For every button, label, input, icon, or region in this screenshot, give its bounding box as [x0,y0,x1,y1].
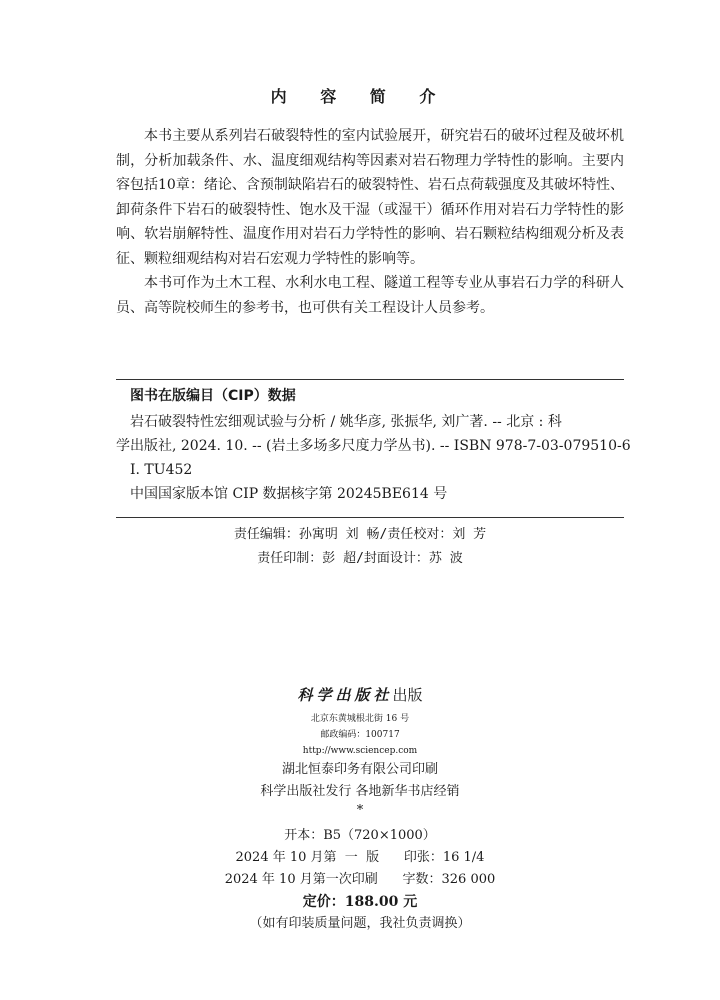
editor-credits [0,523,720,571]
content-summary [116,124,624,320]
cip-top-rule [116,379,624,380]
publisher-suffix: 出版 [392,686,423,704]
separator-asterisk: * [356,803,364,818]
book-format: 开本：B5（720×1000） [284,828,436,843]
summary-paragraph-1: 本书主要从系列岩石破裂特性的室内试验展开，研究岩石的破坏过程及破坏机制，分析加载条件、水、温度细观结构等因素对岩石物理力学特性的影响。主要内容包括10章：绪论、含预制缺陷岩石的破裂特性、岩石点荷载强度及其破坏特性、卸荷条件下岩石的破裂特性、饱水及干湿（或湿干）循环作用对岩石力学特性的影响、软岩崩解特性、温度作用对岩石力学特性的影响、岩石颗粒结构细观分析及表征、颗粒细观结构对岩石宏观力学特性的影响等。 [116,128,624,267]
distribution: 科学出版社发行 各地新华书店经销 [260,784,460,799]
summary-paragraph-2: 本书可作为土木工程、水利水电工程、隧道工程等专业从事岩石力学的科研人员、高等院校师生的参考书，也可供有关工程设计人员参考。 [116,275,624,316]
publisher-logo-text: 科学出版社 [297,686,393,704]
publisher-name [0,684,720,705]
publisher-postcode: 邮政编码：100717 [320,730,400,740]
cip-record-line-2: 学出版社, 2024. 10. -- (岩土多场多尺度力学丛书). -- ISBN 978-7-03-079510-6 [116,438,631,454]
cip-classification: Ⅰ. TU452 [130,462,193,478]
publisher-website: http://www.sciencep.com [302,746,418,756]
edition-info: 2024 年 10 月第 一 版 印张：16 1/4 [235,850,485,865]
printer: 湖北恒泰印务有限公司印刷 [281,762,438,777]
cip-registry: 中国国家版本馆 CIP 数据核字第 20245BE614 号 [130,486,448,502]
page-title: 内 容 简 介 [270,87,450,106]
editor-credits-line-1: 责任编辑：孙寓明 刘 畅/责任校对：刘 芳 [233,527,487,542]
price: 定价：188.00 元 [302,894,418,910]
cip-block [116,384,631,506]
editor-credits-line-2: 责任印制：彭 超/封面设计：苏 波 [257,551,463,566]
cip-bottom-rule [116,517,624,518]
quality-notice: （如有印装质量问题，我社负责调换） [249,916,471,931]
publisher-block [0,684,720,935]
printing-info: 2024 年 10 月第一次印刷 字数：326 000 [224,872,496,887]
cip-record-line-1: 岩石破裂特性宏细观试验与分析 / 姚华彦, 张振华, 刘广著. -- 北京 : 科 [130,414,562,430]
publisher-address: 北京东黄城根北街 16 号 [310,714,410,724]
cip-heading: 图书在版编目（CIP）数据 [130,388,296,404]
